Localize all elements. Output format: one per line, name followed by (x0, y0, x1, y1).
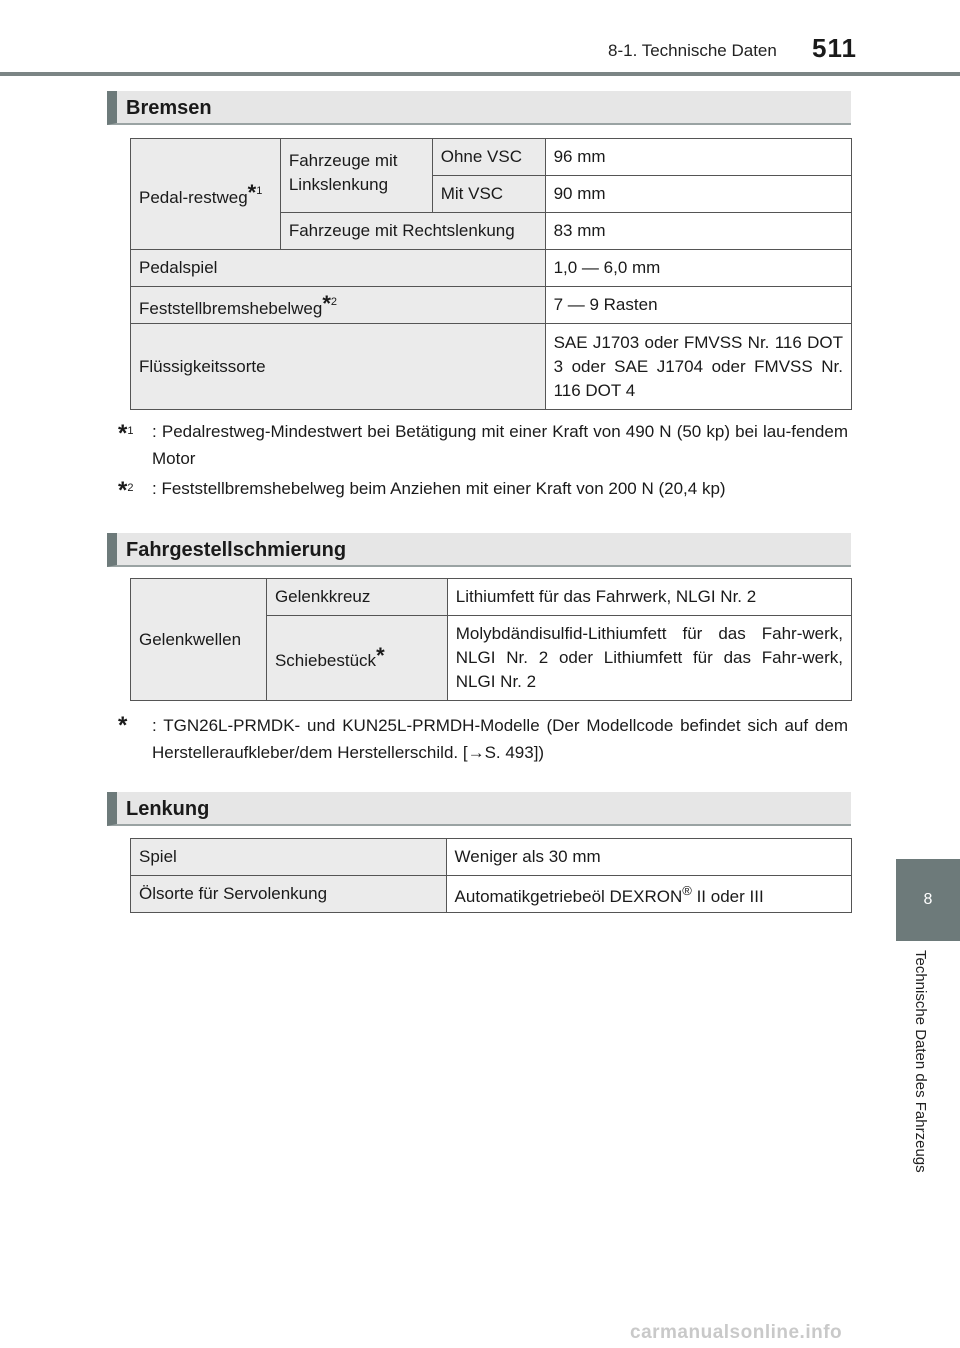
registered-mark: ® (682, 883, 692, 898)
table-row (131, 250, 852, 287)
universal-joint-value: Lithiumfett für das Fahrwerk, NLGI Nr. 2 (447, 579, 851, 616)
footnote-2 (118, 475, 848, 502)
footnote-3 (118, 712, 848, 766)
section-heading-fahrgestell (107, 533, 851, 567)
steering-play-value: Weniger als 30 mm (446, 839, 851, 876)
table-row (131, 839, 852, 876)
parking-brake-value: 7 — 9 Rasten (545, 287, 851, 324)
footnote-mark: * (376, 642, 385, 668)
pedal-travel-label (131, 139, 281, 250)
label-text: Feststellbremshebelweg (139, 298, 323, 318)
footnote-marker (118, 475, 133, 508)
fluid-type-label: Flüssigkeitssorte (131, 324, 546, 410)
footnote-star: * (118, 420, 128, 447)
chapter-number: 8 (923, 891, 933, 908)
footnote-number: 1 (127, 425, 134, 437)
oil-name: Automatikgetriebeöl DEXRON (454, 887, 683, 906)
table-row (131, 579, 852, 616)
right-hand-drive-value: 83 mm (545, 213, 851, 250)
sliding-yoke-label (266, 616, 447, 701)
footnote-number: 2 (127, 482, 134, 494)
footnote-mark: * (322, 290, 331, 316)
watermark: carmanualsonline.info (630, 1322, 843, 1343)
label-text: Pedal-restweg (139, 187, 248, 207)
with-vsc-label: Mit VSC (432, 176, 545, 213)
section-title: Bremsen (126, 97, 212, 119)
oil-grade: II oder III (691, 887, 764, 906)
section-label: 8-1. Technische Daten (608, 41, 777, 60)
with-vsc-value: 90 mm (545, 176, 851, 213)
brakes-table (130, 138, 852, 410)
sliding-yoke-value: Molybdändisulfid-Lithiumfett für das Fahr-werk, NLGI Nr. 2 oder Lithiumfett für das Fahr-werk, NLGI Nr. 2 (447, 616, 851, 701)
footnote-star: * (118, 712, 128, 739)
chapter-tab (896, 859, 960, 941)
fluid-type-value: SAE J1703 oder FMVSS Nr. 116 DOT 3 oder SAE J1704 oder FMVSS Nr. 116 DOT 4 (545, 324, 851, 410)
pedal-play-label: Pedalspiel (131, 250, 546, 287)
footnote-text: : Pedalrestweg-Mindestwert bei Betätigung mit einer Kraft von 490 N (50 kp) bei lau-fendem Motor (152, 422, 848, 468)
footnote-marker (118, 418, 133, 451)
footnote-text: : Feststellbremshebelweg beim Anziehen mit einer Kraft von 200 N (20,4 kp) (152, 479, 726, 498)
footnote-star: * (118, 477, 128, 504)
steering-table (130, 838, 852, 913)
footnote-mark: * (247, 179, 257, 205)
chapter-title: Technische Daten des Fahrzeugs (912, 950, 929, 1173)
power-steering-oil-label: Ölsorte für Servolenkung (131, 876, 447, 913)
right-hand-drive-label: Fahrzeuge mit Rechtslenkung (280, 213, 545, 250)
left-hand-drive-label: Fahrzeuge mit Linkslenkung (280, 139, 432, 213)
power-steering-oil-value (446, 876, 851, 913)
chassis-lubrication-table (130, 578, 852, 701)
steering-play-label: Spiel (131, 839, 447, 876)
footnote-number: 1 (256, 184, 263, 197)
label-text: Schiebestück (274, 650, 377, 670)
section-title: Lenkung (126, 798, 210, 820)
section-title: Fahrgestellschmierung (126, 539, 347, 561)
section-heading-lenkung (107, 792, 851, 826)
footnote-marker (118, 712, 127, 743)
page-number: 511 (812, 33, 857, 63)
footnote-number: 2 (330, 295, 337, 308)
section-heading-bremsen (107, 91, 851, 125)
footnote-1 (118, 418, 848, 472)
universal-joint-label: Gelenkkreuz (266, 579, 447, 616)
chapter-side-title (906, 950, 946, 1220)
header-rule (0, 72, 960, 76)
page-header (0, 0, 960, 78)
without-vsc-value: 96 mm (545, 139, 851, 176)
table-row (131, 287, 852, 324)
table-row (131, 324, 852, 410)
pedal-play-value: 1,0 — 6,0 mm (545, 250, 851, 287)
table-row (131, 139, 852, 176)
drive-shafts-label: Gelenkwellen (131, 579, 267, 701)
footnote-text: : TGN26L-PRMDK- und KUN25L-PRMDH-Modelle (Der Modellcode befindet sich auf dem Herstelleraufkleber/dem Herstellerschild. [→S. 493]) (152, 716, 848, 762)
without-vsc-label: Ohne VSC (432, 139, 545, 176)
parking-brake-label (131, 287, 546, 324)
table-row (131, 876, 852, 913)
